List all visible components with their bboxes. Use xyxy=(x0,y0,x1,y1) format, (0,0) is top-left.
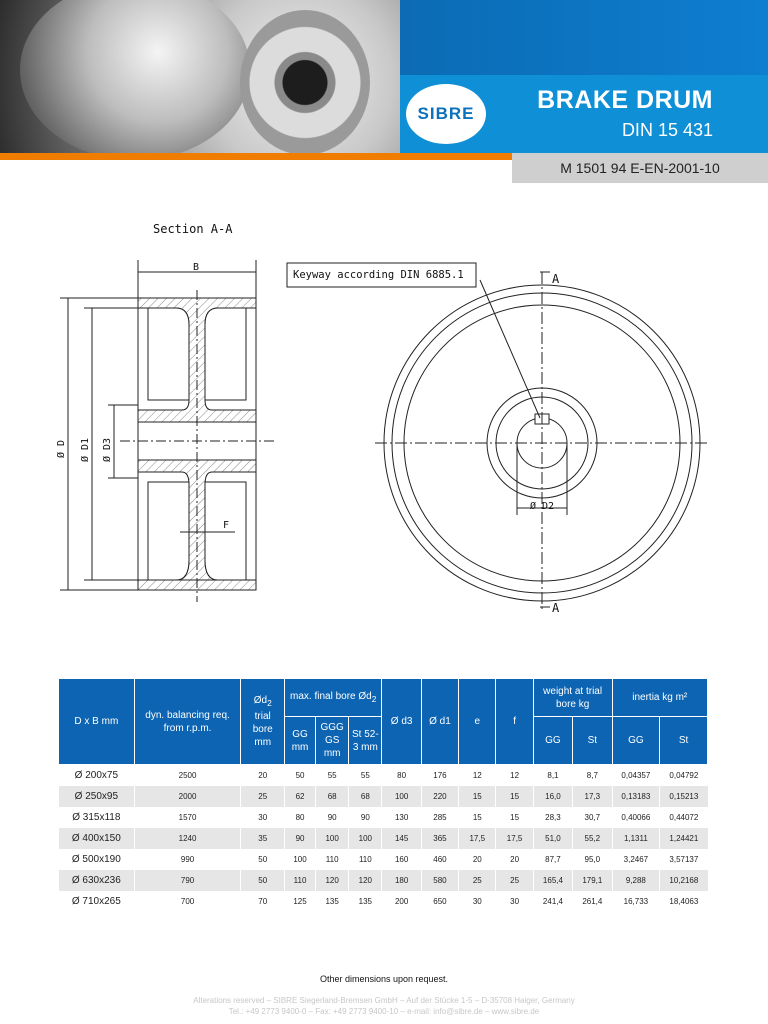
dim-f-label: F xyxy=(223,520,230,531)
table-row xyxy=(59,765,708,786)
cell-gg: 62 xyxy=(284,786,315,807)
section-label: Section A-A xyxy=(153,222,233,236)
dimensions-note: Other dimensions upon request. xyxy=(319,974,449,984)
cell-e: 30 xyxy=(459,891,496,912)
cell-e: 12 xyxy=(459,765,496,786)
cell-ggg: 100 xyxy=(316,828,349,849)
section-view xyxy=(60,260,275,602)
cell-weight-st: 261,4 xyxy=(573,891,612,912)
page-subtitle: DIN 15 431 xyxy=(621,120,713,140)
cell-inertia-gg: 0,13183 xyxy=(612,786,660,807)
header-gg-mm: GG mm xyxy=(284,717,315,765)
cell-inertia-gg: 1,1311 xyxy=(612,828,660,849)
logo-text: SIBRE xyxy=(417,104,475,123)
header-max-final-main: max. final bore Ød xyxy=(290,690,372,702)
dim-d1-label: Ø D1 xyxy=(80,437,91,462)
cell-trial: 25 xyxy=(241,786,285,807)
cell-rpm: 700 xyxy=(134,891,241,912)
header-weight-st: St xyxy=(573,717,612,765)
keyway-callout-label: Keyway according DIN 6885.1 xyxy=(293,269,464,281)
dim-d-label: Ø D xyxy=(56,439,67,458)
cell-f: 15 xyxy=(496,807,533,828)
header-max-final-bore xyxy=(284,679,381,717)
table-row xyxy=(59,828,708,849)
cell-inertia-gg: 0,40066 xyxy=(612,807,660,828)
technical-drawing xyxy=(0,210,768,630)
header-max-final-sub: 2 xyxy=(371,693,377,704)
cell-weight-gg: 28,3 xyxy=(533,807,572,828)
cell-d1: 580 xyxy=(421,870,458,891)
header-trial-bore xyxy=(241,679,285,765)
cell-inertia-st: 0,44072 xyxy=(660,807,708,828)
cell-inertia-st: 1,24421 xyxy=(660,828,708,849)
cell-rpm: 990 xyxy=(134,849,241,870)
cell-st52: 135 xyxy=(349,891,382,912)
cell-trial: 35 xyxy=(241,828,285,849)
cell-e: 17,5 xyxy=(459,828,496,849)
cell-ggg: 68 xyxy=(316,786,349,807)
cell-size: Ø 250x95 xyxy=(59,786,135,807)
cell-weight-gg: 16,0 xyxy=(533,786,572,807)
dimension-table xyxy=(58,678,708,912)
cell-size: Ø 630x236 xyxy=(59,870,135,891)
header-weight-gg: GG xyxy=(533,717,572,765)
footer-contact: Tel.: +49 2773 9400-0 – Fax: +49 2773 9400-10 – e-mail: info@sibre.de – www.sibre.de xyxy=(228,1007,540,1016)
dim-d3-label: Ø D3 xyxy=(102,437,113,462)
cell-st52: 55 xyxy=(349,765,382,786)
cell-weight-gg: 51,0 xyxy=(533,828,572,849)
cell-inertia-gg: 16,733 xyxy=(612,891,660,912)
section-mark-top: A xyxy=(552,272,560,286)
footer-address: Alterations reserved – SIBRE Siegerland-Bremsen GmbH – Auf der Stücke 1-5 – D-35708 Haiger, Germany xyxy=(193,996,575,1005)
header-banner xyxy=(0,0,768,155)
cell-ggg: 90 xyxy=(316,807,349,828)
cell-gg: 50 xyxy=(284,765,315,786)
page-title: BRAKE DRUM xyxy=(537,86,713,114)
header-weight: weight at trial bore kg xyxy=(533,679,612,717)
cell-d3: 80 xyxy=(382,765,421,786)
cell-d3: 200 xyxy=(382,891,421,912)
header-inertia-gg: GG xyxy=(612,717,660,765)
cell-gg: 110 xyxy=(284,870,315,891)
cell-weight-st: 55,2 xyxy=(573,828,612,849)
cell-st52: 100 xyxy=(349,828,382,849)
cell-ggg: 55 xyxy=(316,765,349,786)
table-row xyxy=(59,891,708,912)
cell-e: 15 xyxy=(459,807,496,828)
header-trial-bore-sub: 2 xyxy=(267,698,272,708)
cell-trial: 50 xyxy=(241,870,285,891)
dim-b-label: B xyxy=(193,262,200,273)
cell-size: Ø 315x118 xyxy=(59,807,135,828)
cell-d3: 180 xyxy=(382,870,421,891)
cell-ggg: 135 xyxy=(316,891,349,912)
header-d1: Ø d1 xyxy=(421,679,458,765)
cell-trial: 20 xyxy=(241,765,285,786)
cell-weight-st: 17,3 xyxy=(573,786,612,807)
cell-f: 15 xyxy=(496,786,533,807)
header-st-mm: St 52-3 mm xyxy=(349,717,382,765)
cell-gg: 90 xyxy=(284,828,315,849)
product-photo xyxy=(0,0,400,155)
cell-f: 30 xyxy=(496,891,533,912)
cell-weight-gg: 165,4 xyxy=(533,870,572,891)
header-e: e xyxy=(459,679,496,765)
header-inertia-st: St xyxy=(660,717,708,765)
cell-st52: 90 xyxy=(349,807,382,828)
cell-weight-st: 8,7 xyxy=(573,765,612,786)
cell-e: 15 xyxy=(459,786,496,807)
cell-size: Ø 400x150 xyxy=(59,828,135,849)
table-row xyxy=(59,870,708,891)
cell-inertia-gg: 9,288 xyxy=(612,870,660,891)
cell-weight-gg: 241,4 xyxy=(533,891,572,912)
cell-inertia-st: 10,2168 xyxy=(660,870,708,891)
cell-d1: 460 xyxy=(421,849,458,870)
header-dxb: D x B mm xyxy=(59,679,135,765)
cell-e: 25 xyxy=(459,870,496,891)
cell-inertia-st: 0,15213 xyxy=(660,786,708,807)
cell-gg: 80 xyxy=(284,807,315,828)
cell-d1: 285 xyxy=(421,807,458,828)
cell-inertia-st: 18,4063 xyxy=(660,891,708,912)
cell-rpm: 2000 xyxy=(134,786,241,807)
cell-inertia-gg: 0,04357 xyxy=(612,765,660,786)
cell-d3: 160 xyxy=(382,849,421,870)
front-view xyxy=(375,272,710,610)
cell-d1: 650 xyxy=(421,891,458,912)
cell-rpm: 1570 xyxy=(134,807,241,828)
cell-d3: 145 xyxy=(382,828,421,849)
cell-size: Ø 200x75 xyxy=(59,765,135,786)
sibre-logo xyxy=(406,84,486,144)
header-ggg-gs-mm: GGG GS mm xyxy=(316,717,349,765)
cell-rpm: 2500 xyxy=(134,765,241,786)
cell-f: 25 xyxy=(496,870,533,891)
header-trial-bore-rest: trial bore mm xyxy=(252,711,273,748)
cell-e: 20 xyxy=(459,849,496,870)
header-inertia: inertia kg m² xyxy=(612,679,707,717)
cell-d1: 220 xyxy=(421,786,458,807)
cell-trial: 50 xyxy=(241,849,285,870)
cell-inertia-gg: 3,2467 xyxy=(612,849,660,870)
cell-inertia-st: 3,57137 xyxy=(660,849,708,870)
cell-f: 20 xyxy=(496,849,533,870)
cell-weight-gg: 87,7 xyxy=(533,849,572,870)
header-d3: Ø d3 xyxy=(382,679,421,765)
cell-ggg: 110 xyxy=(316,849,349,870)
cell-weight-st: 179,1 xyxy=(573,870,612,891)
cell-weight-st: 30,7 xyxy=(573,807,612,828)
header-f: f xyxy=(496,679,533,765)
photo-drum-flange xyxy=(20,0,250,155)
cell-rpm: 1240 xyxy=(134,828,241,849)
document-id: M 1501 94 E-EN-2001-10 xyxy=(560,160,720,176)
cell-weight-gg: 8,1 xyxy=(533,765,572,786)
cell-gg: 100 xyxy=(284,849,315,870)
cell-d1: 365 xyxy=(421,828,458,849)
cell-st52: 68 xyxy=(349,786,382,807)
table-row xyxy=(59,807,708,828)
cell-weight-st: 95,0 xyxy=(573,849,612,870)
cell-d3: 130 xyxy=(382,807,421,828)
cell-f: 17,5 xyxy=(496,828,533,849)
cell-trial: 30 xyxy=(241,807,285,828)
cell-rpm: 790 xyxy=(134,870,241,891)
cell-ggg: 120 xyxy=(316,870,349,891)
cell-st52: 110 xyxy=(349,849,382,870)
cell-size: Ø 500x190 xyxy=(59,849,135,870)
cell-size: Ø 710x265 xyxy=(59,891,135,912)
cell-inertia-st: 0,04792 xyxy=(660,765,708,786)
header-trial-bore-main: Ød xyxy=(253,695,268,706)
header-balancing: dyn. balancing req. from r.p.m. xyxy=(134,679,241,765)
cell-st52: 120 xyxy=(349,870,382,891)
cell-f: 12 xyxy=(496,765,533,786)
table-row xyxy=(59,786,708,807)
dim-d2-label: Ø D2 xyxy=(530,501,555,512)
photo-drum-hub xyxy=(240,10,370,155)
cell-gg: 125 xyxy=(284,891,315,912)
cell-d1: 176 xyxy=(421,765,458,786)
cell-trial: 70 xyxy=(241,891,285,912)
section-mark-bottom: A xyxy=(552,601,560,615)
table-row xyxy=(59,849,708,870)
cell-d3: 100 xyxy=(382,786,421,807)
